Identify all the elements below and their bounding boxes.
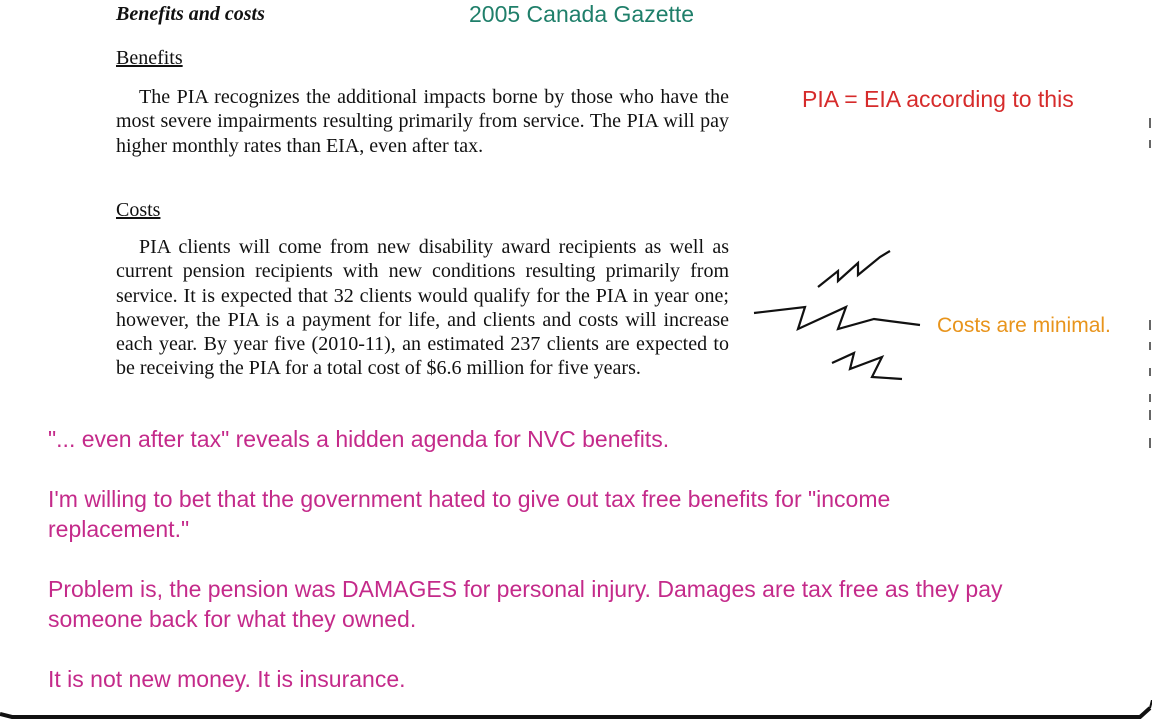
benefits-heading: Benefits [116, 47, 183, 69]
edge-marks [1146, 110, 1152, 460]
gazette-title: 2005 Canada Gazette [469, 1, 695, 27]
comment-insurance: It is not new money. It is insurance. [48, 666, 406, 692]
costs-heading: Costs [116, 199, 161, 221]
page-bottom-edge [0, 700, 1152, 720]
comment-even-after-tax: "... even after tax" reveals a hidden agenda for NVC benefits. [48, 426, 670, 452]
benefits-paragraph: The PIA recognizes the additional impacts borne by those who have the most severe impairments resulting primarily from service. The PIA will pay higher monthly rates than EIA, even after tax. [116, 86, 729, 157]
document-heading: Benefits and costs [116, 3, 265, 25]
zigzag-arrow-icon [750, 245, 935, 395]
pia-eia-note: PIA = EIA according to this [802, 86, 1074, 112]
costs-paragraph: PIA clients will come from new disability award recipients as well as current pension recipients with new conditions resulting primarily from service. It is expected that 32 clients would qualify for the PIA in year one; however, the PIA is a payment for life, and clients and costs will increase each year. By year five (2010-11), an estimated 237 clients are expected to be receiving the PIA for a total cost of $6.6 million for five years. [116, 236, 729, 380]
comment-damages: Problem is, the pension was DAMAGES for personal injury. Damages are tax free as they pay someone back for what they owned. [48, 576, 1003, 632]
comment-income-replacement: I'm willing to bet that the government hated to give out tax free benefits for "income replacement." [48, 486, 891, 542]
costs-minimal-note: Costs are minimal. [937, 314, 1111, 337]
